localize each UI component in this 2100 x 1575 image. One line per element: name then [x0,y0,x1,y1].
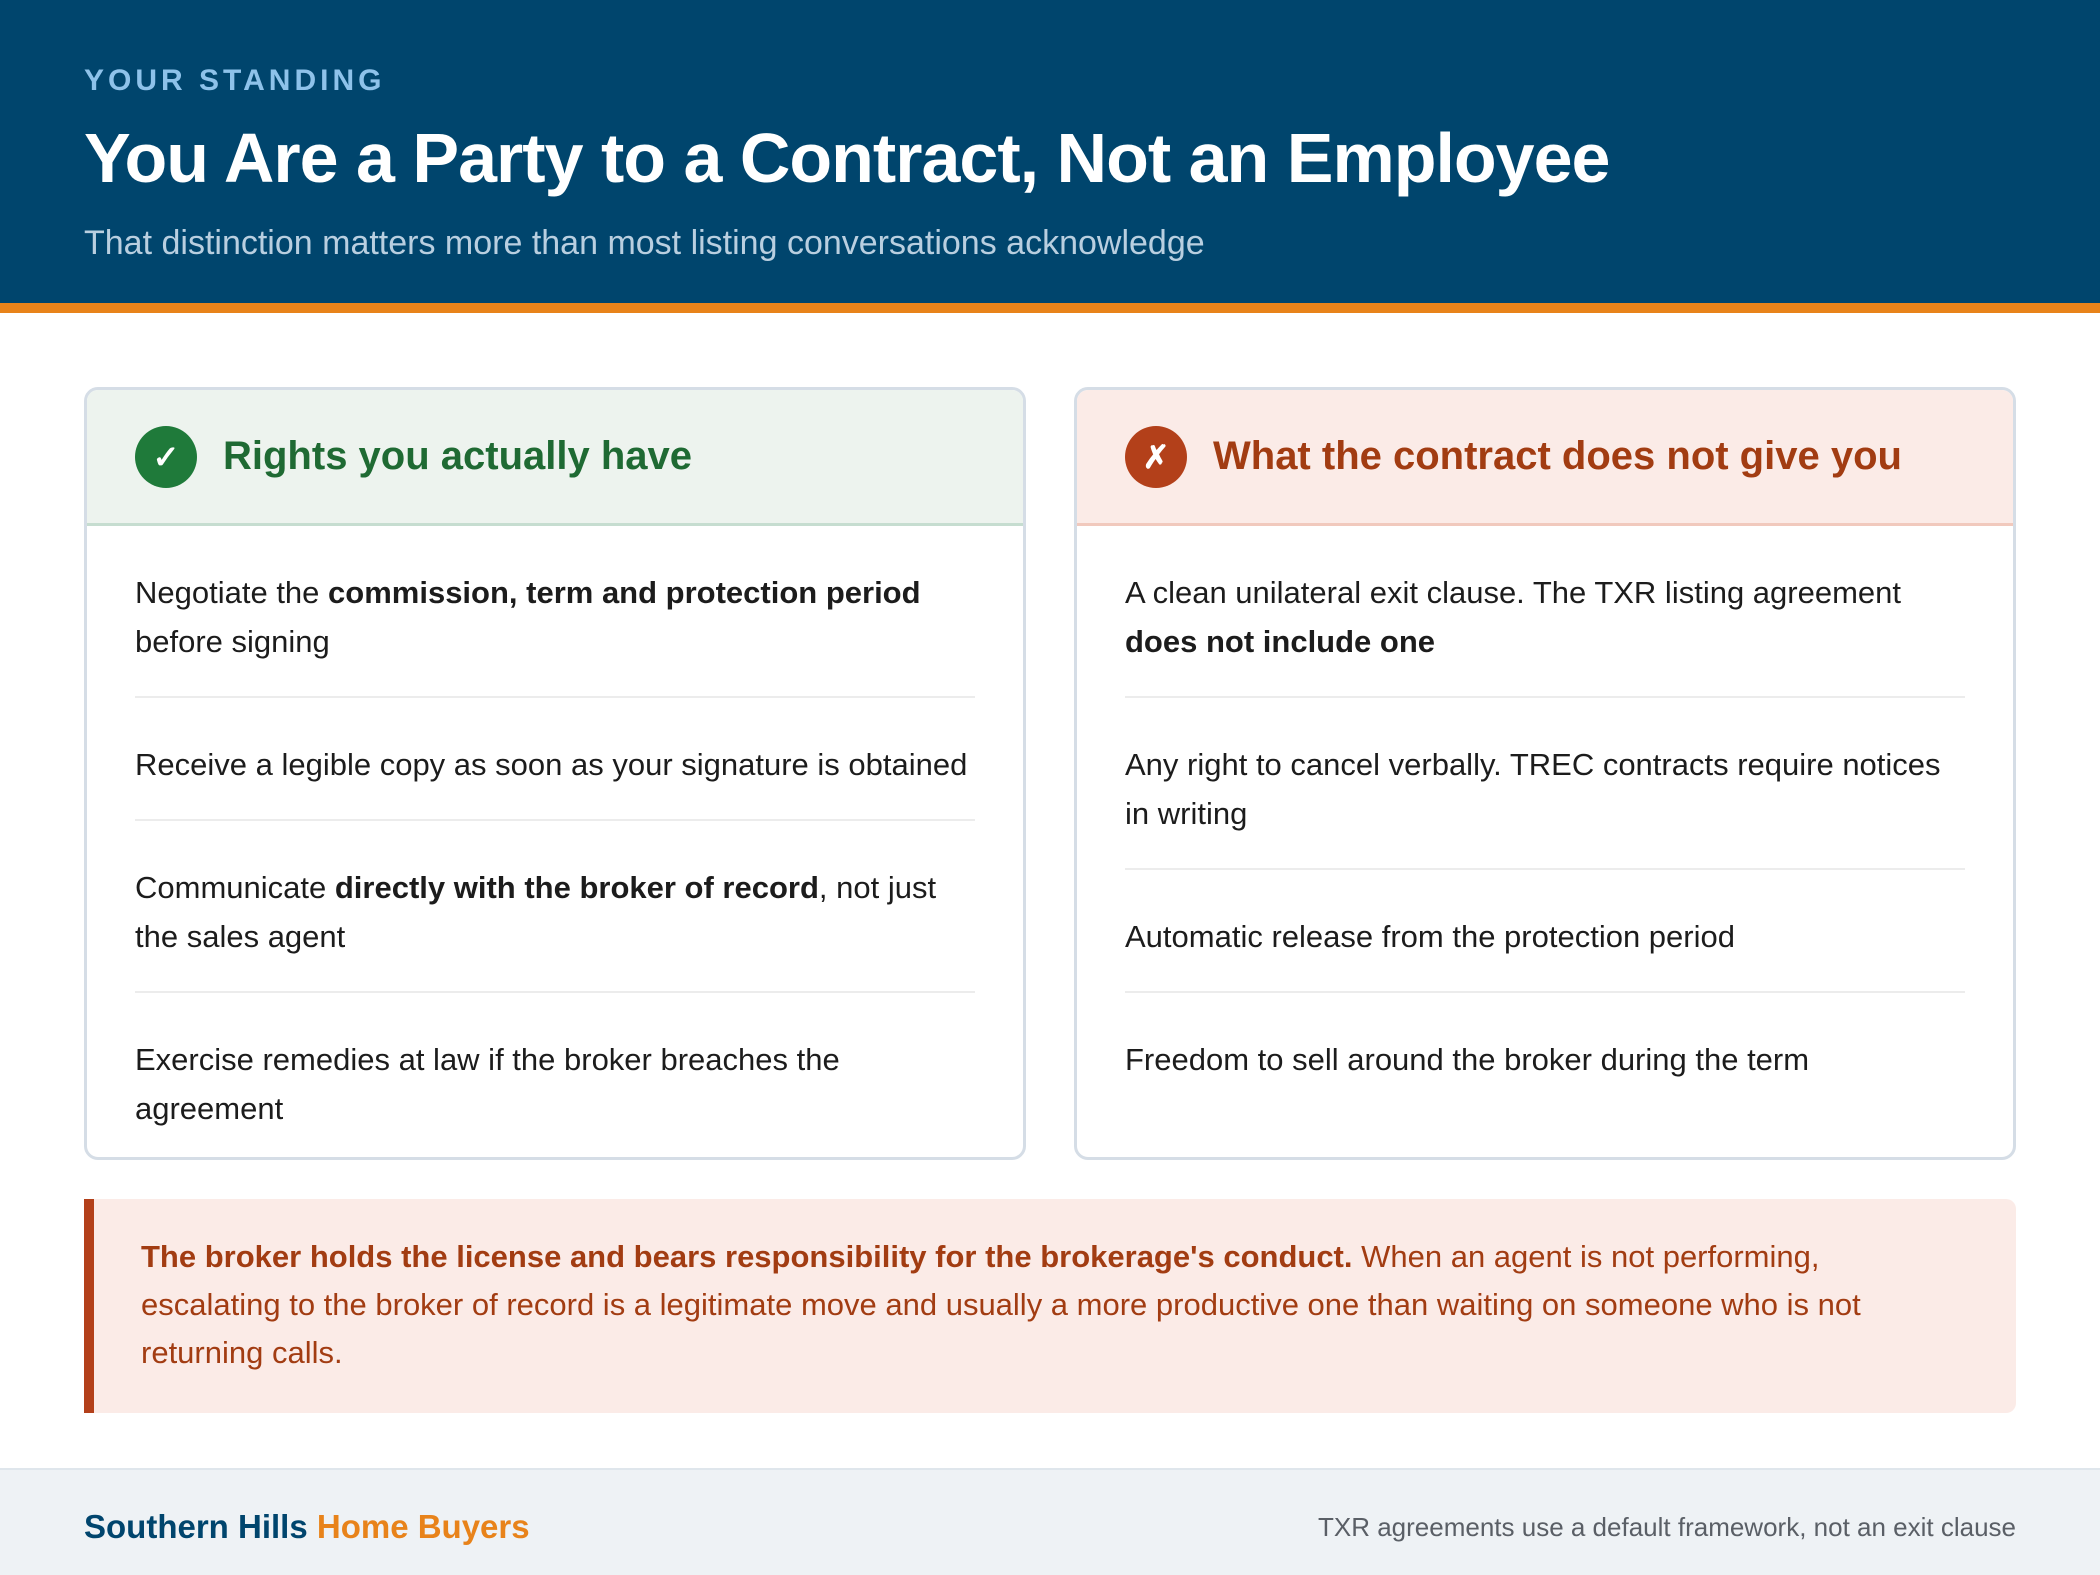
callout-emphasis: The broker holds the license and bears responsibility for the brokerage's conduct. [141,1239,1353,1274]
list-item: Negotiate the commission, term and protection period before signing [135,526,975,698]
brand-logo [84,1508,530,1546]
list-item: Automatic release from the protection period [1125,870,1965,993]
limits-list [1077,526,2013,1114]
list-item: A clean unilateral exit clause. The TXR listing agreement does not include one [1125,526,1965,698]
page-subtitle: That distinction matters more than most listing conversations acknowledge [84,224,1205,262]
check-icon: ✓ [135,426,197,488]
rights-card-title: Rights you actually have [223,434,693,478]
limits-card [1074,387,2016,1160]
list-item: Receive a legible copy as soon as your signature is obtained [135,698,975,821]
callout-text: When an agent is not performing, escalating to the broker of record is a legitimate move and usually a more productive one than waiting on someone who is not returning calls. [141,1239,1861,1370]
list-item: Any right to cancel verbally. TREC contracts require notices in writing [1125,698,1965,870]
page-title: You Are a Party to a Contract, Not an Employee [84,119,1610,197]
x-icon: ✗ [1125,426,1187,488]
footer-note: TXR agreements use a default framework, not an exit clause [1317,1512,2016,1542]
list-item: Freedom to sell around the broker during the term [1125,1042,1810,1077]
limits-card-title: What the contract does not give you [1213,434,1902,478]
brand-primary: Southern Hills [84,1508,308,1545]
rights-card-header [87,390,1023,526]
eyebrow-label: YOUR STANDING [84,64,386,97]
list-item: Exercise remedies at law if the broker breaches the agreement [135,1042,840,1126]
broker-callout [84,1199,2016,1413]
header-banner [0,0,2100,313]
list-item: Communicate directly with the broker of record, not just the sales agent [135,821,975,993]
limits-card-header [1077,390,2013,526]
rights-list [87,526,1023,1160]
rights-card [84,387,1026,1160]
brand-accent: Home Buyers [316,1508,530,1545]
footer [0,1468,2100,1575]
